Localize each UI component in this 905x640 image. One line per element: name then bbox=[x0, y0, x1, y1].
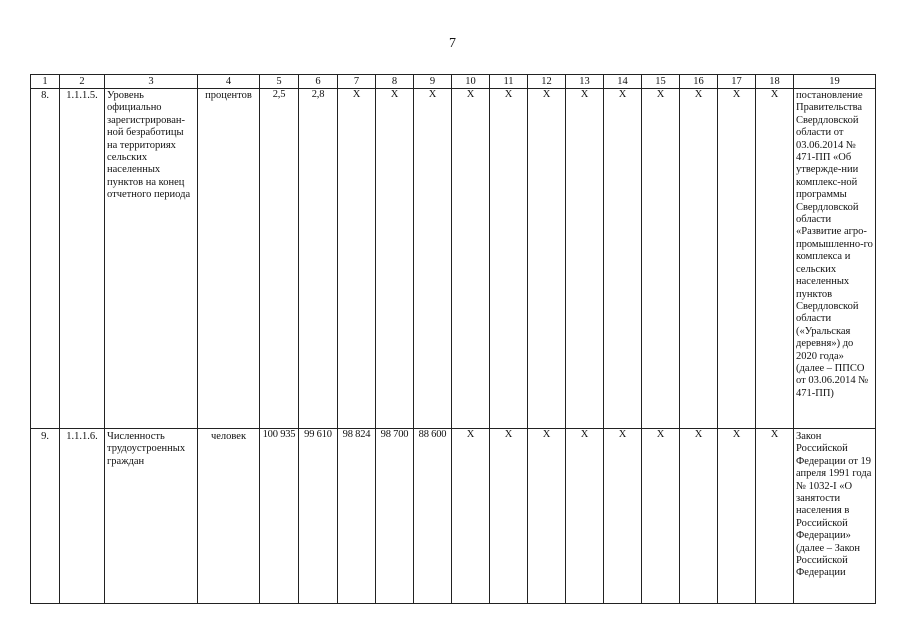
value-cell: 2,5 bbox=[260, 89, 299, 429]
value-cell: X bbox=[566, 429, 604, 604]
column-header: 5 bbox=[260, 75, 299, 89]
value-cell: X bbox=[338, 89, 376, 429]
unit: процентов bbox=[198, 89, 260, 429]
value-cell: X bbox=[452, 89, 490, 429]
column-header: 3 bbox=[105, 75, 198, 89]
column-header: 4 bbox=[198, 75, 260, 89]
value-cell: X bbox=[528, 429, 566, 604]
value-cell: X bbox=[680, 429, 718, 604]
value-cell: X bbox=[718, 89, 756, 429]
column-header: 11 bbox=[490, 75, 528, 89]
value-cell: X bbox=[376, 89, 414, 429]
column-header: 17 bbox=[718, 75, 756, 89]
value-cell: X bbox=[756, 429, 794, 604]
indicators-table bbox=[30, 74, 876, 604]
row-number: 8. bbox=[31, 89, 60, 429]
value-cell: X bbox=[604, 429, 642, 604]
unit: человек bbox=[198, 429, 260, 604]
column-header: 18 bbox=[756, 75, 794, 89]
row-number: 9. bbox=[31, 429, 60, 604]
value-cell: X bbox=[642, 429, 680, 604]
value-cell: 88 600 bbox=[414, 429, 452, 604]
value-cell: 100 935 bbox=[260, 429, 299, 604]
column-header: 12 bbox=[528, 75, 566, 89]
row-code: 1.1.1.6. bbox=[60, 429, 105, 604]
value-cell: X bbox=[680, 89, 718, 429]
table-row bbox=[31, 89, 876, 429]
column-header: 10 bbox=[452, 75, 490, 89]
value-cell: X bbox=[452, 429, 490, 604]
column-header: 19 bbox=[794, 75, 876, 89]
row-code: 1.1.1.5. bbox=[60, 89, 105, 429]
column-header: 8 bbox=[376, 75, 414, 89]
legal-source: Закон Российской Федерации от 19 апреля 1991 года № 1032-I «О занятости населения в Российской Федерации» (далее – Закон Российской Федерации bbox=[794, 429, 876, 604]
value-cell: X bbox=[490, 89, 528, 429]
value-cell: X bbox=[756, 89, 794, 429]
column-number-row bbox=[31, 75, 876, 89]
column-header: 9 bbox=[414, 75, 452, 89]
value-cell: 98 824 bbox=[338, 429, 376, 604]
column-header: 7 bbox=[338, 75, 376, 89]
value-cell: 98 700 bbox=[376, 429, 414, 604]
column-header: 2 bbox=[60, 75, 105, 89]
column-header: 6 bbox=[299, 75, 338, 89]
value-cell: X bbox=[718, 429, 756, 604]
value-cell: X bbox=[604, 89, 642, 429]
column-header: 1 bbox=[31, 75, 60, 89]
page-number: 7 bbox=[449, 36, 456, 51]
value-cell: X bbox=[566, 89, 604, 429]
value-cell: X bbox=[414, 89, 452, 429]
value-cell: 2,8 bbox=[299, 89, 338, 429]
indicator-name: Уровень официально зарегистрирован-ной безработицы на территориях сельских населенных пунктов на конец отчетного периода bbox=[105, 89, 198, 429]
table-row bbox=[31, 429, 876, 604]
column-header: 13 bbox=[566, 75, 604, 89]
value-cell: X bbox=[490, 429, 528, 604]
legal-source: постановление Правительства Свердловской области от 03.06.2014 № 471-ПП «Об утвержде-нии комплекс-ной программы Свердловской области «Развитие агро-промышленно-го комплекса и сельских населенных пунктов Свердловской области («Уральская деревня») до 2020 года» (далее – ППСО от 03.06.2014 № 471-ПП) bbox=[794, 89, 876, 429]
value-cell: X bbox=[528, 89, 566, 429]
column-header: 16 bbox=[680, 75, 718, 89]
indicator-name: Численность трудоустроенных граждан bbox=[105, 429, 198, 604]
value-cell: 99 610 bbox=[299, 429, 338, 604]
value-cell: X bbox=[642, 89, 680, 429]
column-header: 15 bbox=[642, 75, 680, 89]
column-header: 14 bbox=[604, 75, 642, 89]
